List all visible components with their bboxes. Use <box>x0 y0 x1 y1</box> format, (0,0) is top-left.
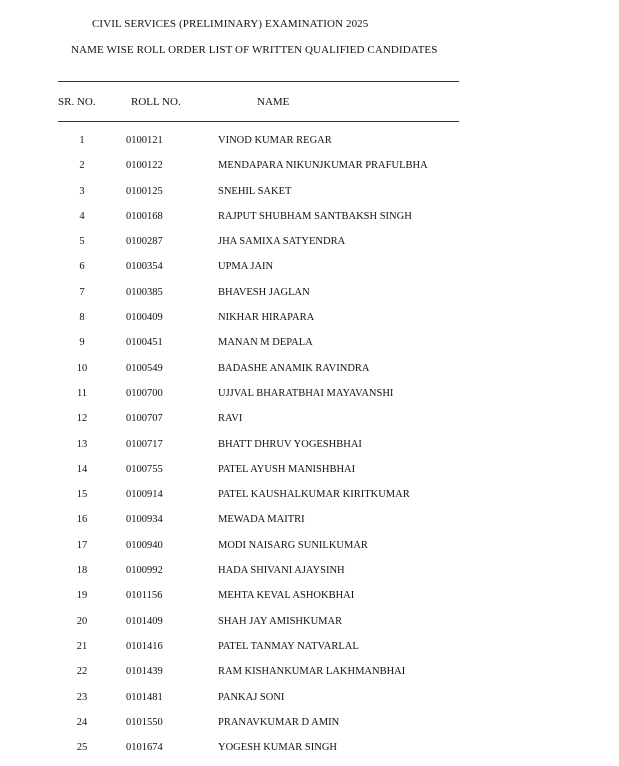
name-cell: JHA SAMIXA SATYENDRA <box>218 236 346 248</box>
table-row <box>0 438 619 463</box>
header-bottom-rule <box>58 121 459 122</box>
table-row <box>0 513 619 538</box>
table-row <box>0 311 619 336</box>
roll-no-cell: 0100121 <box>126 135 163 146</box>
sr-no-cell: 2 <box>79 160 85 172</box>
roll-no-cell: 0100992 <box>126 565 163 577</box>
sr-no-cell: 16 <box>76 514 88 526</box>
name-cell: PRANAVKUMAR D AMIN <box>218 716 340 728</box>
table-row <box>0 387 619 412</box>
name-cell: YOGESH KUMAR SINGH <box>218 742 338 754</box>
name-cell: PATEL TANMAY NATVARLAL <box>218 640 359 652</box>
name-cell: BHAVESH JAGLAN <box>218 286 310 298</box>
roll-no-cell: 0101409 <box>126 615 163 627</box>
roll-no-cell: 0100125 <box>126 185 163 197</box>
table-row <box>0 260 619 285</box>
table-row <box>0 615 619 640</box>
name-cell: MANAN M DEPALA <box>218 337 313 349</box>
table-row <box>0 488 619 513</box>
sr-no-cell: 4 <box>79 210 85 222</box>
sr-no-cell: 8 <box>79 312 85 324</box>
name-cell: RAJPUT SHUBHAM SANTBAKSH SINGH <box>218 210 412 222</box>
roll-no-cell: 0100168 <box>126 210 163 222</box>
roll-no-cell: 0101550 <box>126 716 163 728</box>
sr-no-cell: 24 <box>76 716 88 728</box>
name-cell: SHAH JAY AMISHKUMAR <box>218 615 343 627</box>
roll-no-cell: 0100717 <box>126 438 163 450</box>
table-row <box>0 134 619 159</box>
roll-no-cell: 0100409 <box>126 312 163 324</box>
table-row <box>0 716 619 741</box>
name-cell: SNEHIL SAKET <box>218 185 292 197</box>
name-cell: PATEL KAUSHALKUMAR KIRITKUMAR <box>218 489 410 501</box>
name-cell: NIKHAR HIRAPARA <box>218 312 315 324</box>
sr-no-cell: 25 <box>76 742 88 754</box>
roll-no-cell: 0101674 <box>126 742 163 754</box>
sr-no-cell: 18 <box>76 565 88 577</box>
table-row <box>0 336 619 361</box>
sr-no-cell: 14 <box>76 463 88 475</box>
sr-no-cell: 3 <box>79 185 85 197</box>
roll-no-cell: 0100354 <box>126 261 163 273</box>
table-row <box>0 564 619 589</box>
roll-no-cell: 0100934 <box>126 514 163 526</box>
column-header-name: NAME <box>257 96 290 108</box>
roll-no-cell: 0101481 <box>126 691 163 703</box>
roll-no-cell: 0101156 <box>126 590 163 602</box>
sr-no-cell: 7 <box>79 286 85 298</box>
sr-no-cell: 10 <box>76 362 88 374</box>
sr-no-cell: 9 <box>79 337 85 349</box>
table-row <box>0 286 619 311</box>
sr-no-cell: 22 <box>76 666 88 678</box>
roll-no-cell: 0100700 <box>126 387 163 399</box>
table-row <box>0 691 619 716</box>
name-cell: BADASHE ANAMIK RAVINDRA <box>218 362 370 374</box>
roll-no-cell: 0101416 <box>126 640 163 652</box>
name-cell: RAVI <box>218 413 243 425</box>
column-header-sr-no: SR. NO. <box>58 96 96 108</box>
roll-no-cell: 0100385 <box>126 286 163 298</box>
document-title: CIVIL SERVICES (PRELIMINARY) EXAMINATION 2025 <box>92 18 369 30</box>
table-row <box>0 185 619 210</box>
sr-no-cell: 11 <box>76 387 88 399</box>
sr-no-cell: 15 <box>76 489 88 501</box>
roll-no-cell: 0100549 <box>126 362 163 374</box>
sr-no-cell: 13 <box>76 438 88 450</box>
roll-no-cell: 0101439 <box>126 666 163 678</box>
roll-no-cell: 0100940 <box>126 539 163 551</box>
document-subtitle: NAME WISE ROLL ORDER LIST OF WRITTEN QUALIFIED CANDIDATES <box>71 44 438 56</box>
roll-no-cell: 0100122 <box>126 160 163 172</box>
name-cell: MEWADA MAITRI <box>218 514 305 526</box>
roll-no-cell: 0100707 <box>126 413 163 425</box>
roll-no-cell: 0100914 <box>126 489 163 501</box>
table-row <box>0 412 619 437</box>
table-row <box>0 665 619 690</box>
name-cell: VINOD KUMAR REGAR <box>218 135 332 146</box>
candidate-list <box>0 134 619 766</box>
name-cell: UJJVAL BHARATBHAI MAYAVANSHI <box>218 387 394 399</box>
table-row <box>0 640 619 665</box>
roll-no-cell: 0100451 <box>126 337 163 349</box>
name-cell: PATEL AYUSH MANISHBHAI <box>218 463 356 475</box>
name-cell: BHATT DHRUV YOGESHBHAI <box>218 438 362 450</box>
column-header-roll-no: ROLL NO. <box>131 96 181 108</box>
name-cell: MODI NAISARG SUNILKUMAR <box>218 539 368 551</box>
table-row <box>0 463 619 488</box>
sr-no-cell: 23 <box>76 691 88 703</box>
sr-no-cell: 12 <box>76 413 88 425</box>
sr-no-cell: 6 <box>79 261 85 273</box>
table-row <box>0 362 619 387</box>
name-cell: PANKAJ SONI <box>218 691 285 703</box>
table-row <box>0 210 619 235</box>
name-cell: RAM KISHANKUMAR LAKHMANBHAI <box>218 666 406 678</box>
name-cell: HADA SHIVANI AJAYSINH <box>218 565 345 577</box>
name-cell: UPMA JAIN <box>218 261 274 273</box>
table-row <box>0 235 619 260</box>
sr-no-cell: 20 <box>76 615 88 627</box>
roll-no-cell: 0100287 <box>126 236 163 248</box>
sr-no-cell: 21 <box>76 640 88 652</box>
table-row <box>0 159 619 184</box>
table-row <box>0 741 619 766</box>
table-row <box>0 589 619 614</box>
roll-no-cell: 0100755 <box>126 463 163 475</box>
sr-no-cell: 1 <box>79 135 85 146</box>
sr-no-cell: 5 <box>79 236 85 248</box>
name-cell: MENDAPARA NIKUNJKUMAR PRAFULBHA <box>218 160 428 172</box>
sr-no-cell: 17 <box>76 539 88 551</box>
name-cell: MEHTA KEVAL ASHOKBHAI <box>218 590 355 602</box>
header-top-rule <box>58 81 459 82</box>
table-row <box>0 539 619 564</box>
sr-no-cell: 19 <box>76 590 88 602</box>
